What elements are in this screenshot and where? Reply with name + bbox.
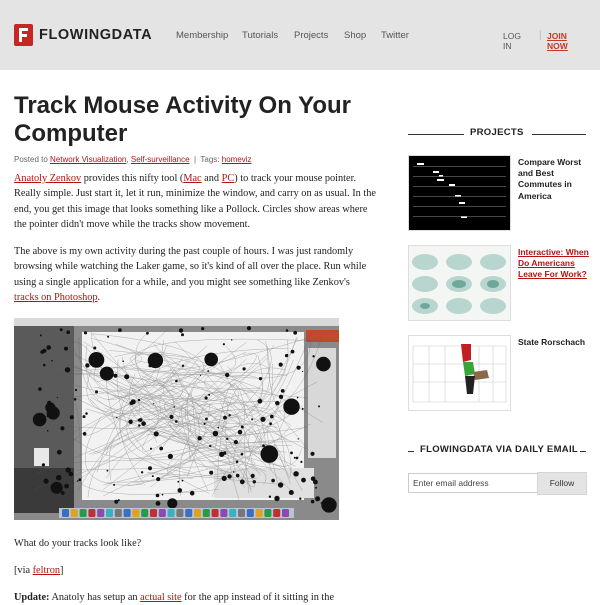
email-section-header: [408, 444, 586, 458]
leave-for-work-thumbnail-image: [409, 246, 510, 320]
paragraph-via: [14, 563, 376, 578]
login-link[interactable]: LOG IN: [503, 31, 521, 51]
author-link[interactable]: Anatoly Zenkov: [14, 173, 82, 184]
project-title-leave-for-work[interactable]: Interactive: When Do Americans Leave For Work?: [518, 247, 589, 280]
tags-label: Tags:: [200, 155, 220, 164]
nav-membership[interactable]: Membership: [176, 30, 229, 41]
flowingdata-logo-icon: [14, 24, 33, 46]
site-logo[interactable]: [14, 24, 152, 46]
tag-link-homeviz[interactable]: homeviz: [221, 155, 252, 164]
nav-twitter[interactable]: Twitter: [381, 30, 409, 41]
category-link-self-surveillance[interactable]: Self-surveillance: [130, 155, 190, 164]
site-header: [0, 0, 600, 70]
text-span: provides this nifty tool (: [81, 173, 184, 184]
paragraph-update: [14, 590, 376, 605]
text-span: for the app instead of it sitting in the: [181, 592, 335, 603]
email-input[interactable]: [408, 473, 538, 493]
commutes-thumbnail-image: [409, 156, 510, 230]
update-label: Update:: [14, 592, 50, 603]
project-thumb-commutes[interactable]: [408, 155, 511, 231]
join-now-link[interactable]: JOIN NOW: [547, 31, 568, 51]
post-meta: [14, 155, 252, 164]
nav-tutorials[interactable]: Tutorials: [242, 30, 279, 41]
text-span: .: [97, 292, 101, 304]
meta-comma: ,: [126, 155, 129, 164]
mac-link[interactable]: Mac: [183, 173, 202, 184]
text-span: and: [201, 173, 222, 184]
nav-projects[interactable]: Projects: [294, 30, 329, 41]
pc-link[interactable]: PC: [221, 173, 235, 184]
nav-shop[interactable]: Shop: [344, 30, 367, 41]
paragraph-intro: [14, 171, 376, 233]
divider-line: [532, 134, 586, 135]
actual-site-link[interactable]: actual site: [140, 592, 182, 603]
project-title-commutes[interactable]: Compare Worst and Best Commutes in America: [518, 157, 582, 201]
follow-button[interactable]: Follow: [537, 472, 587, 495]
mouse-tracks-screenshot[interactable]: [14, 318, 339, 520]
brand-name: FLOWINGDATA: [39, 27, 153, 43]
photoshop-tracks-link[interactable]: tracks on Photoshop: [14, 292, 98, 304]
email-heading: FLOWINGDATA VIA DAILY EMAIL: [420, 444, 578, 455]
state-rorschach-thumbnail-image: [409, 336, 510, 410]
divider-line: [580, 451, 586, 452]
project-thumb-leave-for-work[interactable]: [408, 245, 511, 321]
text-span: [via: [14, 565, 33, 576]
projects-section-header: [408, 127, 586, 141]
text-span: ]: [60, 565, 64, 576]
mouse-tracks-image: [14, 318, 339, 520]
project-thumb-state-rorschach[interactable]: [408, 335, 511, 411]
paragraph-question: What do your tracks look like?: [14, 538, 142, 549]
category-link-network-visualization[interactable]: Network Visualization: [50, 155, 127, 164]
divider-line: [408, 451, 414, 452]
post-title: Track Mouse Activity On Your Computer: [14, 92, 351, 147]
project-title-state-rorschach[interactable]: State Rorschach: [518, 337, 586, 347]
feltron-link[interactable]: feltron: [32, 565, 61, 576]
account-separator: |: [539, 30, 542, 41]
text-span: ) to track your mouse pointer. Really simple. Just start it, let it run, minimize the window, and carry on as usual. In the end, you get this image that looks something like a Pollock. Circles show areas where the pointer didn't move while the tracks show movement.: [14, 173, 376, 231]
meta-prefix: Posted to: [14, 155, 48, 164]
meta-divider: |: [194, 155, 197, 164]
text-span: The above is my own activity during the past couple of hours. I was just randomly browsing while watching the Laker game, so it's kind of all over the place. Run while using a single application for a while, and you might see something like Zenkov's: [14, 246, 367, 288]
text-span: Anatoly has setup an: [49, 592, 141, 603]
divider-line: [408, 134, 464, 135]
projects-heading: PROJECTS: [470, 127, 524, 138]
paragraph-activity: [14, 244, 376, 306]
